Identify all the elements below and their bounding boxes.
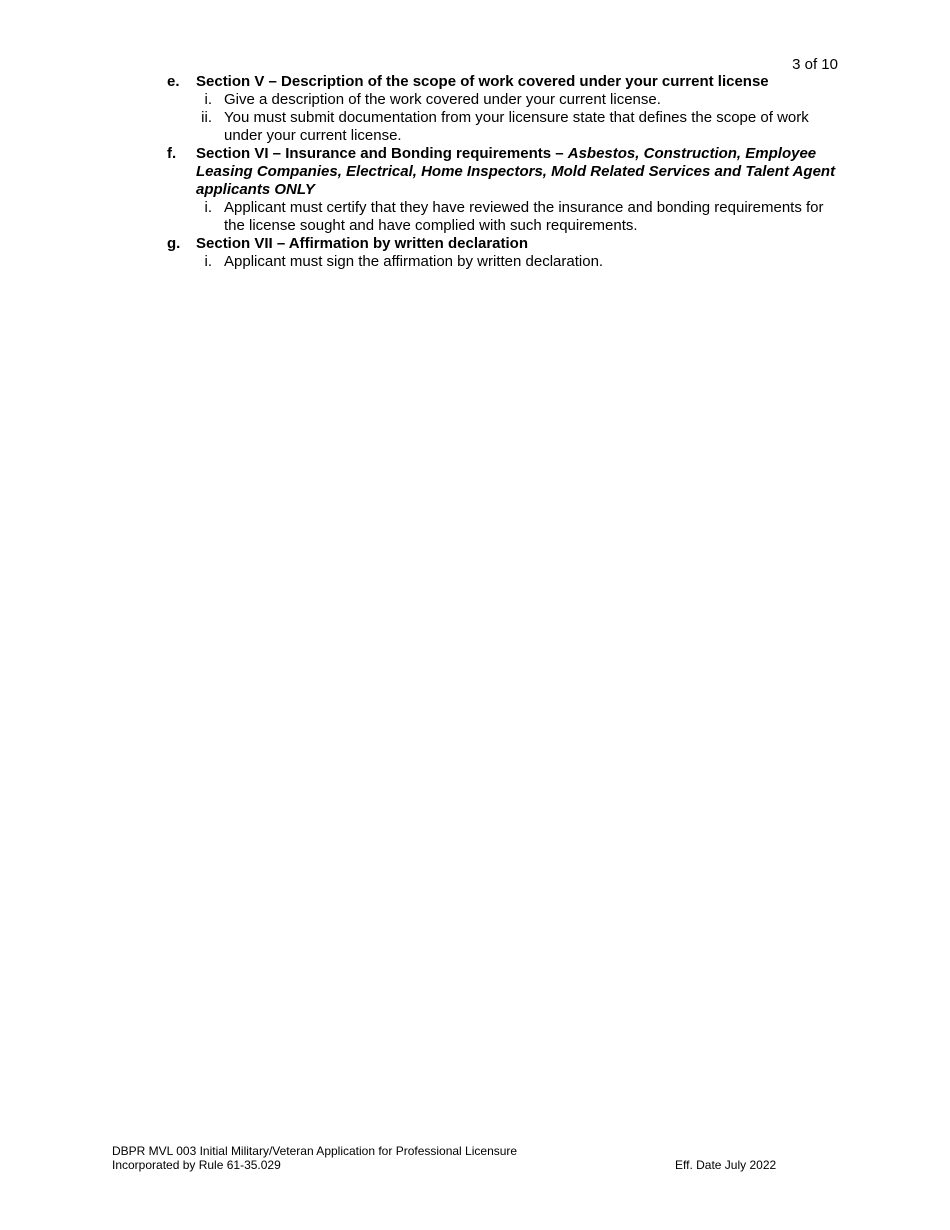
- item-text: Applicant must certify that they have reviewed the insurance and bonding requirements for the license sought and have complied with such requirements.: [224, 199, 824, 234]
- section-letter: f.: [167, 145, 177, 162]
- item-number: i.: [204, 253, 212, 270]
- list-item: [196, 253, 842, 271]
- section-title: Section VI – Insurance and Bonding requirements –: [196, 145, 568, 162]
- section-g: [167, 235, 842, 271]
- item-text: Applicant must sign the affirmation by written declaration.: [224, 253, 604, 270]
- list-item: [196, 199, 842, 235]
- section-heading: [196, 235, 842, 253]
- page-footer: [112, 1144, 782, 1172]
- section-letter: g.: [167, 235, 181, 252]
- section-title-applicability: Asbestos, Construction, Employee Leasing Companies, Electrical, Home Inspectors, Mold Related Services and Talent Agent applicants ONLY: [196, 145, 836, 198]
- item-number: i.: [204, 91, 212, 108]
- section-heading: [196, 73, 842, 91]
- list-item: [196, 91, 842, 109]
- page-number: 3 of 10: [792, 56, 838, 73]
- section-heading: [196, 145, 842, 199]
- footer-form-title: DBPR MVL 003 Initial Military/Veteran Application for Professional Licensure: [112, 1144, 518, 1158]
- list-item: [196, 109, 842, 145]
- footer-effective-date: Eff. Date July 2022: [675, 1158, 777, 1172]
- item-text: Give a description of the work covered under your current license.: [224, 91, 661, 108]
- section-letter: e.: [167, 73, 180, 90]
- section-title: Section V – Description of the scope of work covered under your current license: [196, 73, 769, 90]
- footer-rule: Incorporated by Rule 61-35.029: [112, 1158, 281, 1172]
- instructions-list: [167, 73, 842, 271]
- item-number: ii.: [201, 109, 212, 126]
- item-text: You must submit documentation from your licensure state that defines the scope of work under your current license.: [224, 109, 809, 144]
- section-f: [167, 145, 842, 235]
- section-title: Section VII – Affirmation by written declaration: [196, 235, 528, 252]
- item-number: i.: [204, 199, 212, 216]
- section-e: [167, 73, 842, 145]
